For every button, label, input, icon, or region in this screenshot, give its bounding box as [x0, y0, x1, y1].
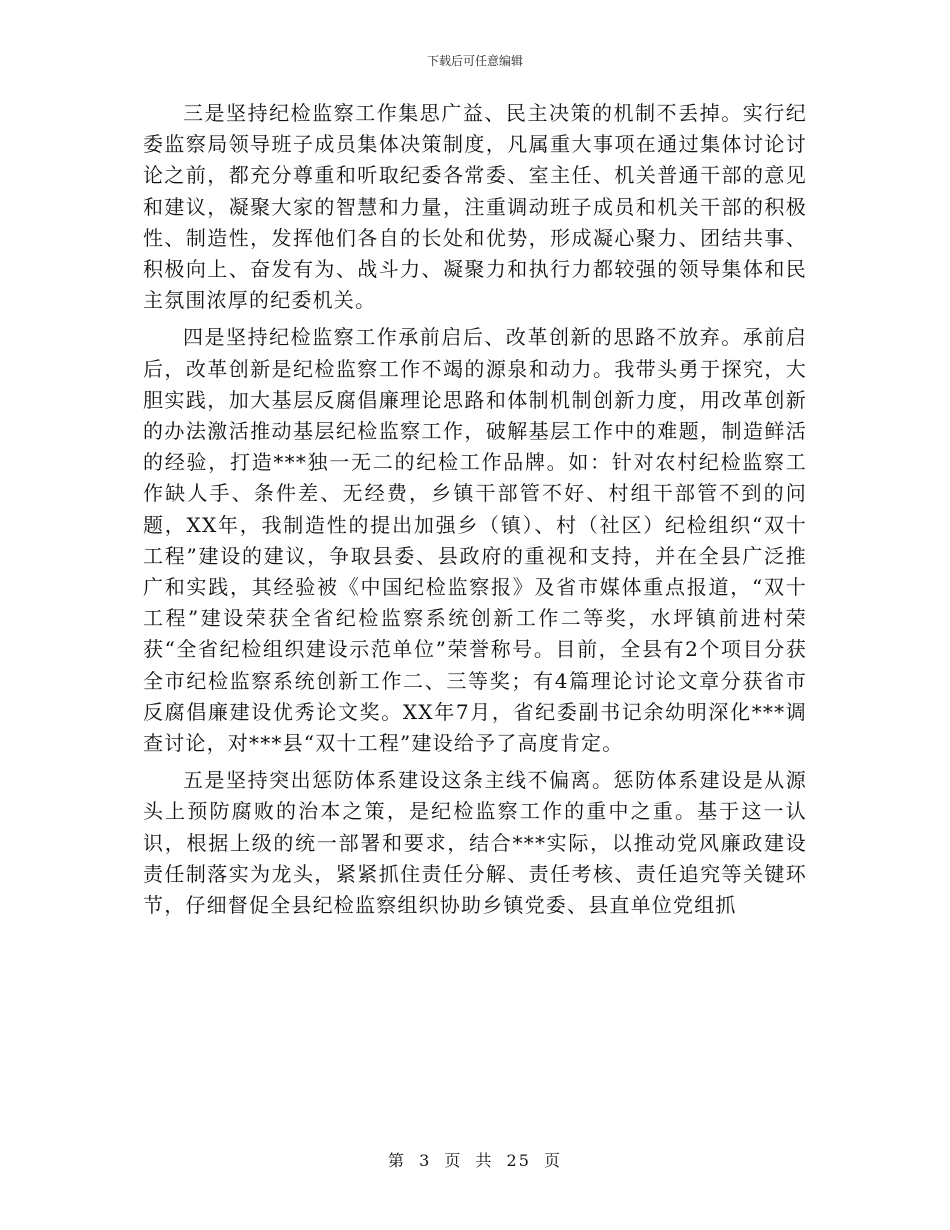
paragraph-3: 三是坚持纪检监察工作集思广益、民主决策的机制不丢掉。实行纪委监察局领导班子成员集体决策制度，凡属重大事项在通过集体讨论讨论之前，都充分尊重和听取纪委各常委、室主任、机关普通干部的意见和建议，凝聚大家的智慧和力量，注重调动班子成员和机关干部的积极性、制造性，发挥他们各自的长处和优势，形成凝心聚力、团结共事、积极向上、奋发有为、战斗力、凝聚力和执行力都较强的领导集体和民主氛围浓厚的纪委机关。: [143, 101, 807, 313]
document-body: [143, 98, 807, 921]
paragraph-5: 五是坚持突出惩防体系建设这条主线不偏离。惩防体系建设是从源头上预防腐败的治本之策，是纪检监察工作的重中之重。基于这一认识，根据上级的统一部署和要求，结合***实际，以推动党风廉政建设责任制落实为龙头，紧紧抓住责任分解、责任考核、责任追究等关键环节，仔细督促全县纪检监察组织协助乡镇党委、县直单位党组抓: [143, 768, 807, 918]
paragraph-4: 四是坚持纪检监察工作承前启后、改革创新的思路不放弃。承前启后，改革创新是纪检监察工作不竭的源泉和动力。我带头勇于探究，大胆实践，加大基层反腐倡廉理论思路和体制机制创新力度，用改革创新的办法激活推动基层纪检监察工作，破解基层工作中的难题，制造鲜活的经验，打造***独一无二的纪检工作品牌。如：针对农村纪检监察工作缺人手、条件差、无经费，乡镇干部管不好、村组干部管不到的问题，XX年，我制造性的提出加强乡（镇）、村（社区）纪检组织“双十工程”建设的建议，争取县委、县政府的重视和支持，并在全县广泛推广和实践，其经验被《中国纪检监察报》及省市媒体重点报道，“双十工程”建设荣获全省纪检监察系统创新工作二等奖，水坪镇前进村荣获“全省纪检组织建设示范单位”荣誉称号。目前，全县有2个项目分获全市纪检监察系统创新工作二、三等奖；有4篇理论讨论文章分获省市反腐倡廉建设优秀论文奖。XX年7月，省纪委副书记余幼明深化***调查讨论，对***县“双十工程”建设给予了高度肯定。: [143, 325, 807, 756]
page-header: 下载后可任意编辑: [426, 54, 523, 68]
page-number-footer: 第 3 页 共 25 页: [388, 1151, 562, 1170]
